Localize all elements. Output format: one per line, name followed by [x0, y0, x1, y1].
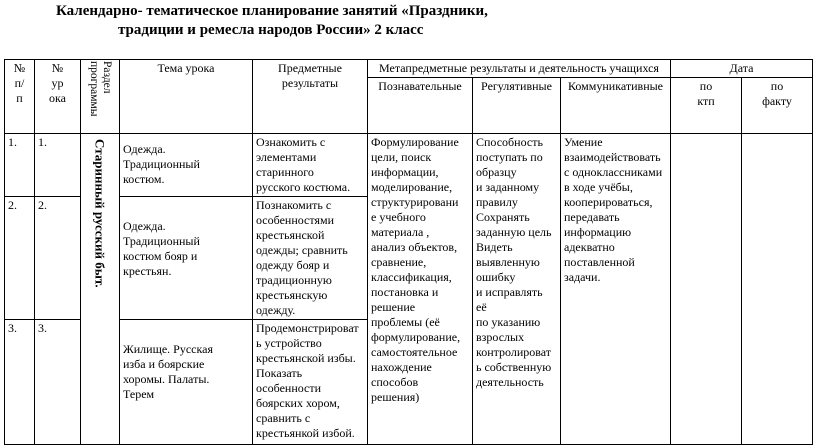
- page-title: [56, 2, 756, 40]
- section-name: Старинный русский быт.: [92, 139, 108, 288]
- row-subject-result: Продемонстрироват ь устройство крестьянской избы. Показать особенности боярских хором, сравнить с крестьянкой избой.: [253, 320, 368, 445]
- header-subject-results: Предметные результаты: [253, 60, 368, 134]
- header-date-plan: по ктп: [671, 78, 742, 134]
- row-num: 1.: [5, 134, 35, 197]
- header-date-fact: по факту: [742, 78, 813, 134]
- row-topic: Жилище. Русская изба и боярские хоромы. Палаты. Терем: [120, 320, 253, 445]
- row-subject-result: Ознакомить с элементами старинного русского костюма.: [253, 134, 368, 197]
- header-topic: Тема урока: [120, 60, 253, 134]
- row-lesson: 3.: [35, 320, 81, 445]
- header-meta-results: Метапредметные результаты и деятельность учащихся: [368, 60, 671, 78]
- row-num: 3.: [5, 320, 35, 445]
- header-section-cell: [81, 60, 120, 134]
- cognitive-cell: Формулирование цели, поиск информации, моделирование, структурировани е учебного материала , анализ объектов, сравнение, классификация, постановка и решение проблемы (её формулирование, самостоятельное нахождение способов решения): [368, 134, 473, 445]
- regulatory-cell: Способность поступать по образцу и заданному правилу Сохранять заданную цель Видеть выявленную ошибку и исправлять её по указанию взрослых контролироват ь собственную деятельность: [473, 134, 561, 445]
- table-row: [5, 134, 813, 197]
- header-num-lesson: № ур ока: [35, 60, 81, 134]
- title-line-2: традиции и ремесла народов России» 2 класс: [118, 22, 424, 38]
- row-lesson: 2.: [35, 197, 81, 320]
- section-cell: [81, 134, 120, 445]
- row-topic: Одежда. Традиционный костюм.: [120, 134, 253, 197]
- header-section: Раздел программы: [88, 61, 113, 117]
- date-plan-cell: [671, 134, 742, 445]
- communicative-cell: Умение взаимодействовать с одноклассниками в ходе учёбы, кооперироваться, передавать информацию адекватно поставленной задачи.: [561, 134, 671, 445]
- title-line-1: Календарно- тематическое планирование занятий «Праздники,: [56, 3, 488, 19]
- planning-table: [4, 59, 813, 445]
- header-cognitive: Познавательные: [368, 78, 473, 134]
- row-topic: Одежда. Традиционный костюм бояр и крестьян.: [120, 197, 253, 320]
- row-subject-result: Познакомить с особенностями крестьянской одежды; сравнить одежду бояр и традиционную крестьянскую одежду.: [253, 197, 368, 320]
- header-regulatory: Регулятивные: [473, 78, 561, 134]
- row-lesson: 1.: [35, 134, 81, 197]
- date-fact-cell: [742, 134, 813, 445]
- header-communicative: Коммуникативные: [561, 78, 671, 134]
- header-num-pp: № п/ п: [5, 60, 35, 134]
- header-date: Дата: [671, 60, 813, 78]
- row-num: 2.: [5, 197, 35, 320]
